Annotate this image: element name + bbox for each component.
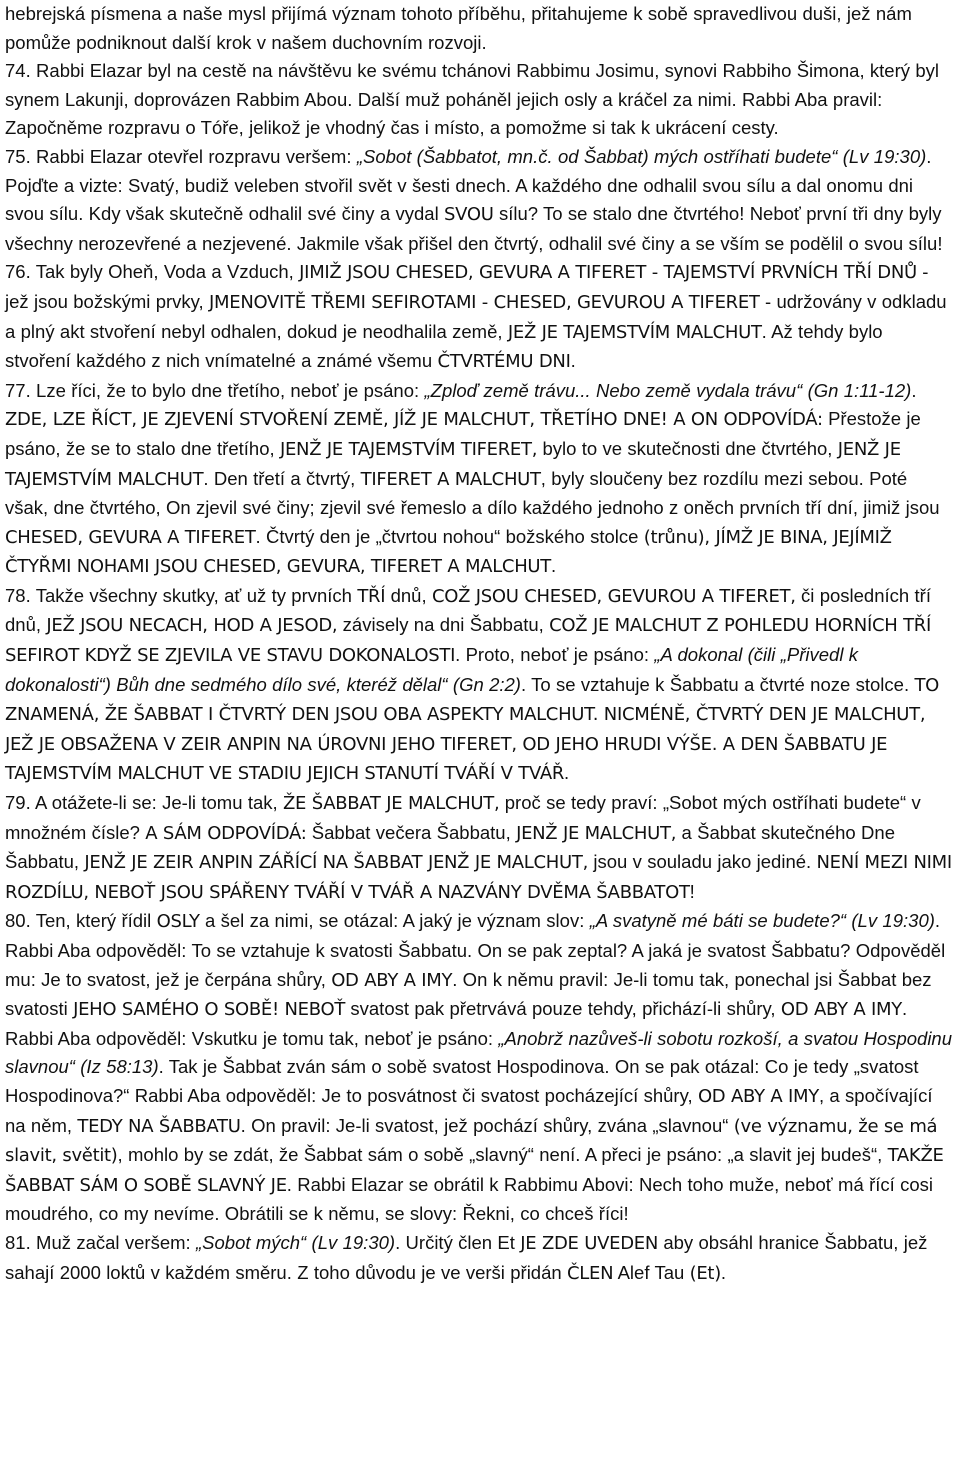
- verse-quote: „Sobot mých“ (Lv 19:30): [196, 1231, 396, 1253]
- text-run: . Až tehdy bylo stvoření každého z nich vnímatelné a známé všemu: [5, 320, 883, 372]
- paragraph-77: [5, 377, 952, 582]
- text-run: 75. Rabbi Elazar otevřel rozpravu veršem:: [5, 145, 357, 167]
- text-run: . Určitý člen Et: [395, 1231, 521, 1253]
- commentary-insert: NENÍ MEZI NIMI ROZDÍLU, NEBOŤ JSOU SPÁŘENY TVÁŘÍ V TVÁŘ A NAZVÁNY DVĚMA ŠABBATOT: [5, 852, 952, 903]
- commentary-insert: ŽE ŠABBAT JE MALCHUT,: [283, 793, 500, 815]
- commentary-insert: JEŽ JE TAJEMSTVÍM MALCHUT: [507, 321, 762, 343]
- paragraph-79: [5, 789, 952, 907]
- text-run: .: [911, 379, 917, 401]
- text-run: a šel za nimi, se otázal: A jaký je význam slov:: [199, 910, 590, 932]
- text-run: . To se vztahuje k Šabbatu a čtvrté noze stolce.: [520, 673, 915, 695]
- text-run: Šabbat večera Šabbatu,: [306, 821, 517, 843]
- text-run: svatost pak přetrvává pouze tehdy, přichází-li shůry,: [345, 998, 781, 1020]
- text-run: či posledních tří dnů,: [5, 584, 931, 636]
- verse-quote: „A svatyně mé báti se budete?“ (Lv 19:30): [589, 910, 935, 932]
- commentary-insert: TAKŽE ŠABBAT SÁM O SOBĚ SLAVNÝ JE: [5, 1145, 944, 1196]
- text-run: , a spočívající na něm,: [5, 1084, 933, 1136]
- text-run: 80. Ten, který řídil: [5, 910, 157, 932]
- commentary-insert: (ve významu, že se má slavit, světit): [5, 1115, 938, 1167]
- text-run: 79. A otážete-li se: Je-li tomu tak,: [5, 792, 284, 814]
- text-run: 76. Tak byly Oheň, Voda a Vzduch,: [5, 261, 300, 283]
- text-run: . On k němu pravil: Je-li tomu tak, ponechal jsi Šabbat bez svatosti: [5, 968, 932, 1020]
- commentary-insert: JE ZDE UVEDEN: [520, 1232, 658, 1254]
- paragraph-76: [5, 258, 952, 376]
- verse-quote: „Zploď země trávu... Nebo země vydala trávu“ (Gn 1:11-12): [424, 379, 912, 401]
- paragraph-75: [5, 143, 952, 258]
- commentary-insert: JENŽ JE ZEIR ANPIN ZÁŘÍCÍ NA ŠABBAT JENŽ JE MALCHUT,: [84, 852, 589, 874]
- text-run: závisely na dni Šabbatu,: [337, 614, 550, 636]
- text-run: .: [720, 1261, 727, 1283]
- verse-quote: „Sobot (Šabbatot, mn.č. od Šabbat) mých ostříhati budete“ (Lv 19:30): [356, 145, 927, 167]
- commentary-insert: CHESED, GEVURA A TIFERET: [5, 526, 256, 548]
- text-run: bylo to ve skutečnosti dne čtvrtého,: [537, 437, 838, 459]
- commentary-insert: JEHO SAMÉHO O SOBĚ! NEBOŤ: [73, 999, 346, 1021]
- commentary-insert: ČTVRTÉMU DNI: [437, 351, 571, 373]
- text-run: . On pravil: Je-li svatost, jež pochází shůry, zvána „slavnou“: [240, 1114, 734, 1136]
- text-run: . Rabbi Aba odpověděl: To se vztahuje k svatosti Šabbatu. On se pak zeptal? A jaká je svatost Šabbatu? Odpověděl mu: Je to svatost, jež je čerpána shůry,: [5, 910, 946, 990]
- commentary-insert: JEŽ JSOU NECACH, HOD A JESOD,: [46, 615, 338, 637]
- paragraph-74: [5, 57, 952, 143]
- text-run: 78. Takže všechny skutky, ať už ty prvních: [5, 584, 358, 606]
- text-run: .: [564, 762, 570, 784]
- text-run: a Šabbat skutečného Dne Šabbatu,: [5, 821, 895, 873]
- commentary-insert: A SÁM ODPOVÍDÁ:: [145, 822, 307, 844]
- text-run: . Pojďte a vizte: Svatý, budiž veleben stvořil svět v šesti dnech. A každého dne odhalil svou sílu a dal onomu dni svou sílu. Kdy však skutečně odhalil své činy a vydal: [5, 145, 932, 225]
- commentary-insert: COŽ JSOU CHESED, GEVUROU A TIFERET,: [431, 585, 796, 607]
- commentary-insert: JENŽ JE MALCHUT,: [516, 822, 677, 844]
- text-run: Přestože je psáno, že se to stalo dne třetího,: [5, 408, 921, 459]
- commentary-insert: TIFERET A MALCHUT: [360, 468, 541, 490]
- commentary-insert: (trůnu), JÍMŽ JE BINA, JEJÍMIŽ ČTYŘMI NOHAMI JSOU CHESED, GEVURA, TIFERET A MALCHUT: [5, 526, 892, 578]
- paragraph-80: [5, 907, 952, 1229]
- text-run: . Čtvrtý den je „čtvrtou nohou“ božského stolce: [255, 525, 644, 547]
- text-run: dnů,: [385, 584, 432, 606]
- commentary-insert: OD ABY A IMY: [697, 1085, 819, 1107]
- text-run: sílu? To se stalo dne čtvrtého! Neboť první tři dny byly všechny nerozevřené a nezjevené. Jakmile však přišel den čtvrtý, odhalil své činy a se vším se podělil o svou sílu!: [5, 203, 943, 254]
- text-run: !: [689, 880, 695, 902]
- commentary-insert: OD ABY A IMY: [331, 969, 453, 991]
- verse-quote: „Anobrž nazůveš-li sobotu rozkoší, a svatou Hospodinu slavnou“ (Iz 58:13): [5, 1027, 953, 1078]
- text-run: aby obsáhl hranice Šabbatu, jež sahají 2000 loktů v každém směru. Z toho důvodu je ve verši přidán: [5, 1231, 928, 1283]
- commentary-insert: COŽ JE MALCHUT Z POHLEDU HORNÍCH TŘÍ SEFIROT KDYŽ SE ZJEVILA VE STAVU DOKONALOSTI: [5, 615, 932, 667]
- commentary-insert: ZDE, LZE ŘÍCT, JE ZJEVENÍ STVOŘENÍ ZEMĚ, JÍŽ JE MALCHUT, TŘETÍHO DNE! A ON ODPOVÍDÁ:: [5, 409, 823, 431]
- text-run: . Den třetí a čtvrtý,: [203, 467, 361, 489]
- text-run: Alef Tau: [613, 1261, 690, 1283]
- text-run: 77. Lze říci, že to bylo dne třetího, neboť je psáno:: [5, 379, 425, 401]
- text-run: , mohlo by se zdát, že Šabbat sám o sobě „slavný“ není. A přeci je psáno: „a slavit jej budeš“,: [117, 1144, 888, 1166]
- paragraph-intro: [5, 0, 952, 57]
- commentary-insert: TEDY NA ŠABBATU: [77, 1115, 241, 1137]
- text-run: , byly sloučeny bez rozdílu mezi sebou. Poté však, dne čtvrtého, On zjevil své činy; zjevil své řemeslo a dílo každého jednoho z oněch prvních tří dní, jimiž jsou: [5, 467, 940, 519]
- commentary-insert: JMENOVITĚ TŘEMI SEFIROTAMI - CHESED, GEVUROU A TIFERET: [209, 291, 760, 313]
- text-run: hebrejská písmena a naše mysl přijímá význam tohoto příběhu, přitahujeme k sobě spravedlivou duši, jež nám pomůže podniknout další krok v našem duchovním rozvoji.: [5, 3, 912, 53]
- text-run: .: [570, 350, 576, 372]
- commentary-insert: JIMIŽ JSOU CHESED, GEVURA A TIFERET - TAJEMSTVÍ PRVNÍCH TŘÍ DNŮ: [299, 262, 917, 284]
- commentary-insert: (Et): [689, 1262, 721, 1284]
- commentary-insert: SVOU: [444, 204, 494, 226]
- commentary-insert: TŘÍ: [357, 585, 386, 607]
- commentary-insert: ČLEN: [567, 1262, 614, 1284]
- commentary-insert: OSLY: [156, 911, 200, 933]
- text-run: .: [551, 555, 557, 577]
- text-run: - jež jsou božskými prvky,: [5, 261, 929, 312]
- text-run: . Tak je Šabbat zván sám o sobě svatost Hospodinova. On se pak otázal: Co je tedy „svatost Hospodinova?“ Rabbi Aba odpověděl: Je to posvátnost či svatost pocházející shůry,: [5, 1056, 919, 1106]
- commentary-insert: JENŽ JE TAJEMSTVÍM MALCHUT: [5, 438, 901, 490]
- text-run: jsou v souladu jako jediné.: [588, 851, 817, 873]
- text-run: proč se tedy praví: „Sobot mých ostříhati budete“ v množném čísle?: [5, 792, 921, 843]
- text-run: 81. Muž začal veršem:: [5, 1231, 197, 1253]
- text-run: . Rabbi Elazar se obrátil k Rabbimu Abovi: Nech toho muže, neboť má řící cosi moudrého, co my nevíme. Obrátili se k němu, se slovy: Řekni, co chceš říci!: [5, 1173, 934, 1225]
- verse-quote: „A dokonal (čili „Přivedl k dokonalosti“) Bůh dne sedmého dílo své, kteréž dělal“ (Gn 2:2): [5, 644, 859, 695]
- text-run: . Proto, neboť je psáno:: [455, 644, 655, 666]
- text-run: . Rabbi Aba odpověděl: Vskutku je tomu tak, neboť je psáno:: [5, 998, 908, 1049]
- commentary-insert: TO ZNAMENÁ, ŽE ŠABBAT I ČTVRTÝ DEN JSOU OBA ASPEKTY MALCHUT. NICMÉNĚ, ČTVRTÝ DEN JE MALCHUT, JEŽ JE OBSAŽENA V ZEIR ANPIN NA ÚROVNI JEHO TIFERET, OD JEHO HRUDI VÝŠE. A DEN ŠABBATU JE TAJEMSTVÍM MALCHUT VE STADIU JEJICH STANUTÍ TVÁŘÍ V TVÁŘ: [5, 674, 940, 785]
- paragraph-81: [5, 1229, 952, 1288]
- paragraph-78: [5, 582, 952, 789]
- text-run: - udržovány v odkladu a plný akt stvoření nebyl odhalen, dokud je neodhalila země,: [5, 290, 947, 342]
- text-run: 74. Rabbi Elazar byl na cestě na návštěvu ke svému tchánovi Rabbimu Josimu, synovi Rabbiho Šimona, který byl synem Lakunji, doprovázen Rabbim Abou. Další muž poháněl jejich osly a kráčel za nimi. Rabbi Aba pravil: Započněme rozpravu o Tóře, jelikož je vhodný čas i místo, a pomožme si tak k ukrácení cesty.: [5, 60, 940, 139]
- commentary-insert: JENŽ JE TAJEMSTVÍM TIFERET,: [279, 438, 538, 460]
- commentary-insert: OD ABY A IMY: [780, 999, 902, 1021]
